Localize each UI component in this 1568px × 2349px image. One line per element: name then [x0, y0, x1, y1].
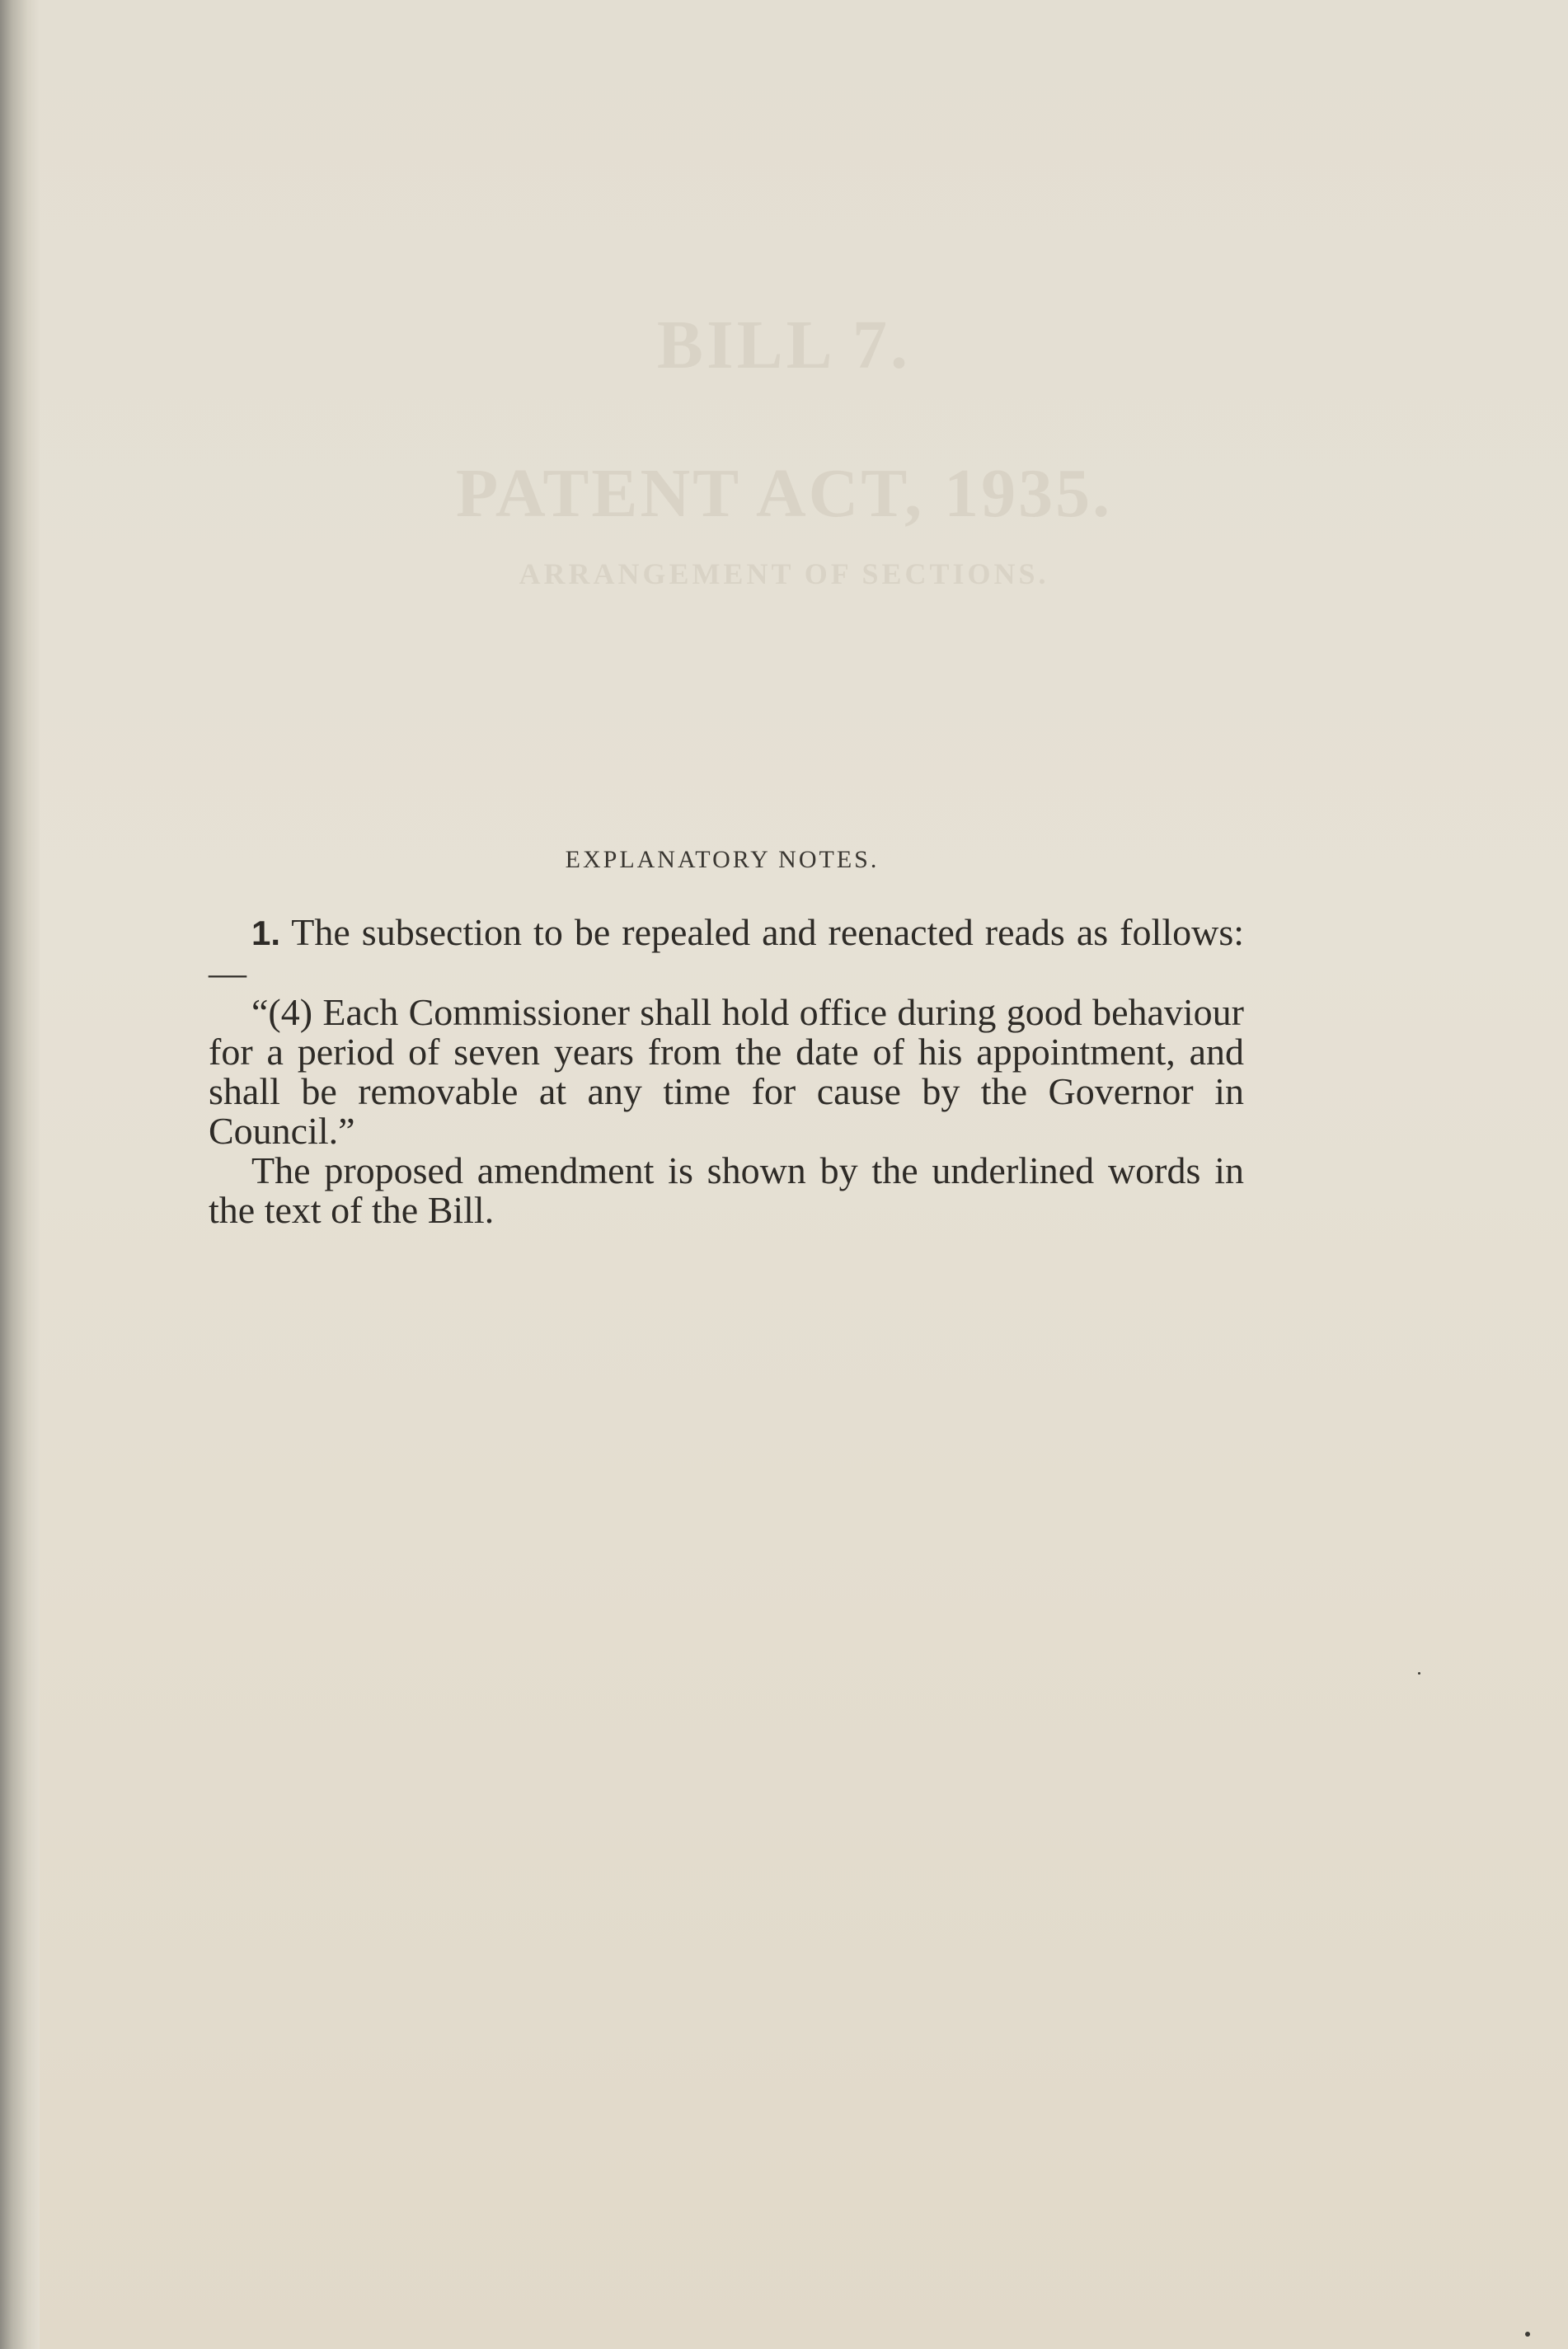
explanatory-notes-heading: EXPLANATORY NOTES. [565, 846, 880, 873]
note-number: 1. [251, 914, 281, 952]
paper-speck [1418, 1672, 1420, 1675]
note-paragraph-1 [209, 913, 1244, 993]
note-paragraph-2: “(4) Each Commissioner shall hold office during good behaviour for a period of seven years from the date of his appointment, and shall be removable at any time for cause by the Governor in Council.” [209, 991, 1244, 1152]
explanatory-notes-body [209, 913, 1244, 1230]
paper-speck [1525, 2332, 1530, 2337]
show-through-arrangement: ARRANGEMENT OF SECTIONS. [519, 557, 1049, 590]
show-through-act-title: PATENT ACT, 1935. [455, 455, 1113, 532]
note-paragraph-3: The proposed amendment is shown by the underlined words in the text of the Bill. [209, 1149, 1244, 1231]
note-paragraph-1-text: The subsection to be repealed and reenacted reads as follows:— [209, 911, 1245, 994]
show-through-bill-number: BILL 7. [656, 307, 912, 383]
